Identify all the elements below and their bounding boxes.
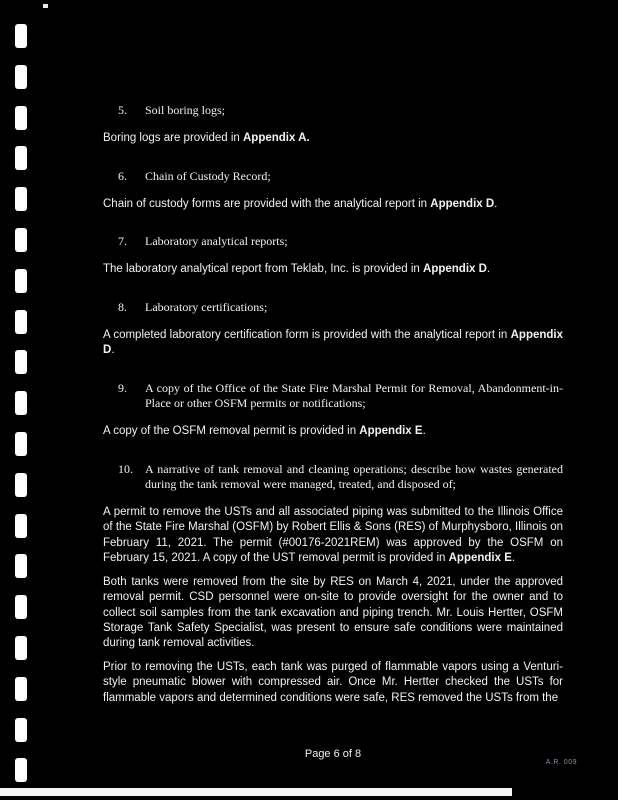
text-run: A copy of the OSFM removal permit is provided in [103,425,360,438]
list-item [103,103,563,118]
page-footer [103,748,563,760]
paragraph [103,424,563,439]
hole-punch-mark [15,106,27,130]
text-run: Boring logs are provided in [103,132,243,145]
paragraph [103,660,563,706]
hole-punch-mark [15,554,27,578]
hole-punch-mark [15,391,27,415]
text-run: . [486,263,491,276]
scan-artifact-dot [43,4,48,8]
paragraph [103,131,563,146]
paragraph [103,575,563,652]
item-text: A narrative of tank removal and cleaning operations; describe how wastes generated during the tank removal were managed, treated, and disposed of; [145,461,563,491]
bates-stamp: A.R. 009 [545,759,577,766]
item-number: 10. [118,461,133,476]
item-number: 7. [118,234,127,249]
hole-punch-mark [15,432,27,456]
text-run: The laboratory analytical report from Teklab, Inc. is provided in [103,263,424,276]
item-number: 5. [118,103,127,117]
text-run: . [422,425,426,438]
appendix-reference: Appendix E [448,552,512,565]
appendix-reference: Appendix D [430,197,495,210]
hole-punch-mark [15,65,27,89]
hole-punch-mark [15,677,27,701]
hole-punch-mark [15,350,27,374]
item-number: 6. [118,168,127,183]
list-item [103,169,563,184]
item-text: Soil boring logs; [145,103,226,117]
text-run: A completed laboratory certification form is provided with the analytical report in [103,329,511,342]
text-run: . [511,552,516,565]
item-text: A copy of the Office of the State Fire Marshal Permit for Removal, Abandonment-in-Place or other OSFM permits or notifications; [145,380,563,411]
hole-punch-mark [15,187,27,211]
document-body [103,103,563,706]
hole-punch-mark [15,514,27,538]
hole-punch-mark [15,24,27,48]
hole-punch-mark [15,758,27,782]
text-run: Prior to removing the USTs, each tank was purged of flammable vapors using a Venturi-style pneumatic blower with compressed air. Once Mr. Hertter checked the USTs for flammable vapors and determined conditions were safe, RES removed the USTs from the [103,660,563,704]
item-text: Chain of Custody Record; [145,168,271,183]
scan-artifact-strip [0,788,512,796]
item-number: 9. [118,380,127,395]
hole-punch-mark [15,228,27,252]
appendix-reference: Appendix A. [243,132,310,145]
list-item [103,462,563,492]
hole-punch-mark [15,269,27,293]
hole-punch-mark [15,473,27,497]
page-number: Page 6 of 8 [304,748,362,760]
text-run: Chain of custody forms are provided with the analytical report in [103,197,431,210]
hole-punch-mark [15,718,27,742]
text-run: Both tanks were removed from the site by RES on March 4, 2021, under the approved removal permit. CSD personnel were on-site to provide oversight for the owner and to collect soil samples from the tank excavation and piping trench. Mr. Louis Hertter, OSFM Storage Tank Safety Specialist, was present to ensure safe conditions were maintained during tank removal activities. [103,575,563,650]
text-run: . [111,344,115,357]
appendix-reference: Appendix E [359,425,423,438]
hole-punch-mark [15,595,27,619]
paragraph [103,505,563,567]
item-text: Laboratory analytical reports; [145,234,288,249]
hole-punch-mark [15,146,27,170]
text-run: A permit to remove the USTs and all associated piping was submitted to the Illinois Office of the State Fire Marshal (OSFM) by Robert Ellis & Sons (RES) of Murphysboro, Illinois on February 11, 2021. The permit (#00176-2021REM) was approved by the OSFM on February 15, 2021. A copy of the UST removal permit is provided in [103,506,563,565]
appendix-reference: Appendix D [423,263,487,276]
text-run: . [494,197,498,210]
hole-punch-mark [15,310,27,334]
item-number: 8. [118,299,127,314]
appendix-reference: Appendix D [103,329,563,357]
paragraph [103,328,563,359]
list-item [103,381,563,411]
item-text: Laboratory certifications; [145,299,268,314]
paragraph [103,262,563,277]
list-item [103,234,563,249]
list-item [103,300,563,315]
hole-punch-mark [15,636,27,660]
paragraph [103,197,563,212]
